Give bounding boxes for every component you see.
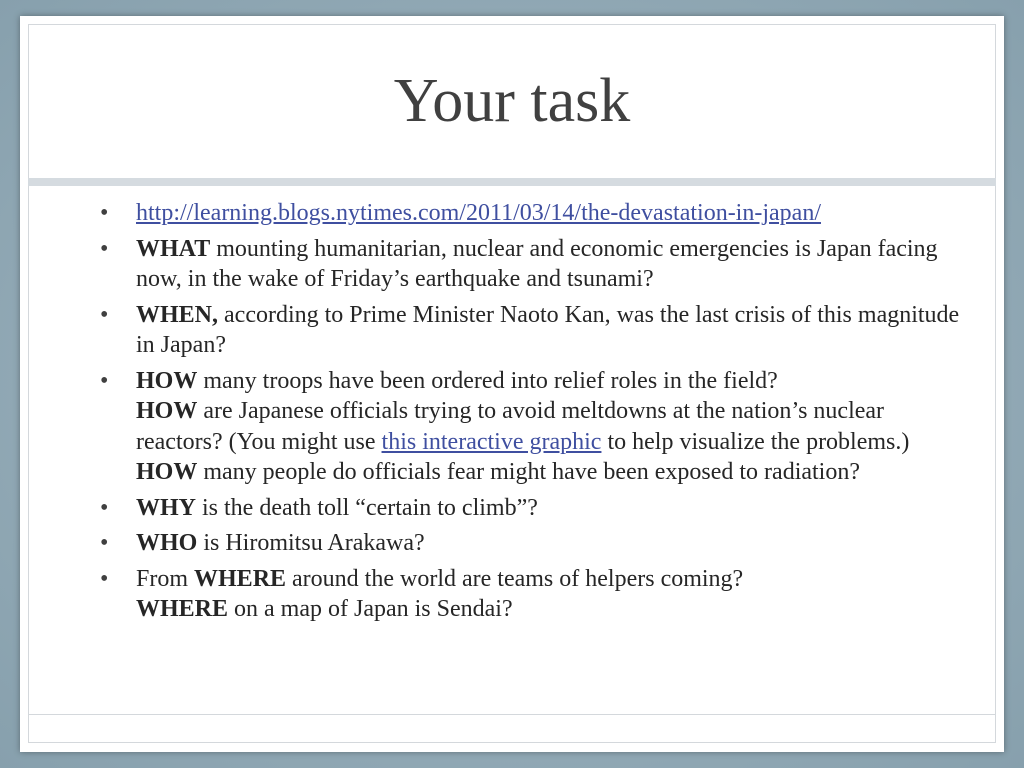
question-text: on a map of Japan is Sendai? bbox=[228, 596, 513, 622]
keyword: WHAT bbox=[136, 235, 211, 262]
footer-divider bbox=[28, 714, 996, 715]
keyword: WHO bbox=[136, 530, 198, 556]
bullet-icon: • bbox=[100, 565, 109, 592]
list-item bbox=[100, 234, 960, 295]
divider-band bbox=[28, 178, 996, 186]
question-text: From bbox=[136, 565, 195, 592]
question-text: is Hiromitsu Arakawa? bbox=[197, 530, 425, 556]
bullet-icon: • bbox=[100, 235, 109, 262]
keyword: WHERE bbox=[194, 565, 287, 592]
question-text: many troops have been ordered into relief roles in the field? bbox=[197, 367, 778, 394]
keyword: HOW bbox=[136, 459, 198, 485]
bullet-icon: • bbox=[100, 367, 109, 394]
bullet-icon: • bbox=[100, 301, 109, 328]
article-link[interactable]: http://learning.blogs.nytimes.com/2011/03/14/the-devastation-in-japan/ bbox=[136, 200, 821, 226]
list-item bbox=[100, 300, 960, 361]
question-text: to help visualize the problems.) bbox=[601, 428, 910, 455]
keyword: HOW bbox=[136, 367, 198, 394]
list-item bbox=[100, 564, 960, 625]
slide bbox=[20, 16, 1004, 752]
list-item bbox=[100, 493, 960, 524]
question-text: is the death toll “certain to climb”? bbox=[196, 494, 538, 521]
question-text: are Japanese officials trying to avoid meltdowns at the nation’s nuclear reactors? (You might use bbox=[136, 398, 885, 455]
slide-title: Your task bbox=[393, 67, 631, 135]
bullet-icon: • bbox=[100, 200, 109, 226]
keyword: WHEN, bbox=[136, 301, 219, 328]
interactive-graphic-link[interactable]: this interactive graphic bbox=[381, 428, 602, 455]
list-item bbox=[100, 366, 960, 488]
bullet-icon: • bbox=[100, 494, 109, 521]
keyword: HOW bbox=[136, 398, 198, 424]
bullet-icon: • bbox=[100, 530, 109, 556]
question-text: according to Prime Minister Naoto Kan, was the last crisis of this magnitude in Japan? bbox=[136, 301, 960, 358]
keyword: WHY bbox=[136, 494, 196, 521]
question-text: mounting humanitarian, nuclear and economic emergencies is Japan facing now, in the wake of Friday’s earthquake and tsunami? bbox=[136, 235, 938, 292]
list-item bbox=[100, 198, 960, 229]
list-item bbox=[100, 528, 960, 559]
bullet-list bbox=[100, 198, 960, 630]
question-text: many people do officials fear might have been exposed to radiation? bbox=[197, 459, 861, 485]
question-text: around the world are teams of helpers coming? bbox=[286, 565, 744, 592]
keyword: WHERE bbox=[136, 596, 229, 622]
